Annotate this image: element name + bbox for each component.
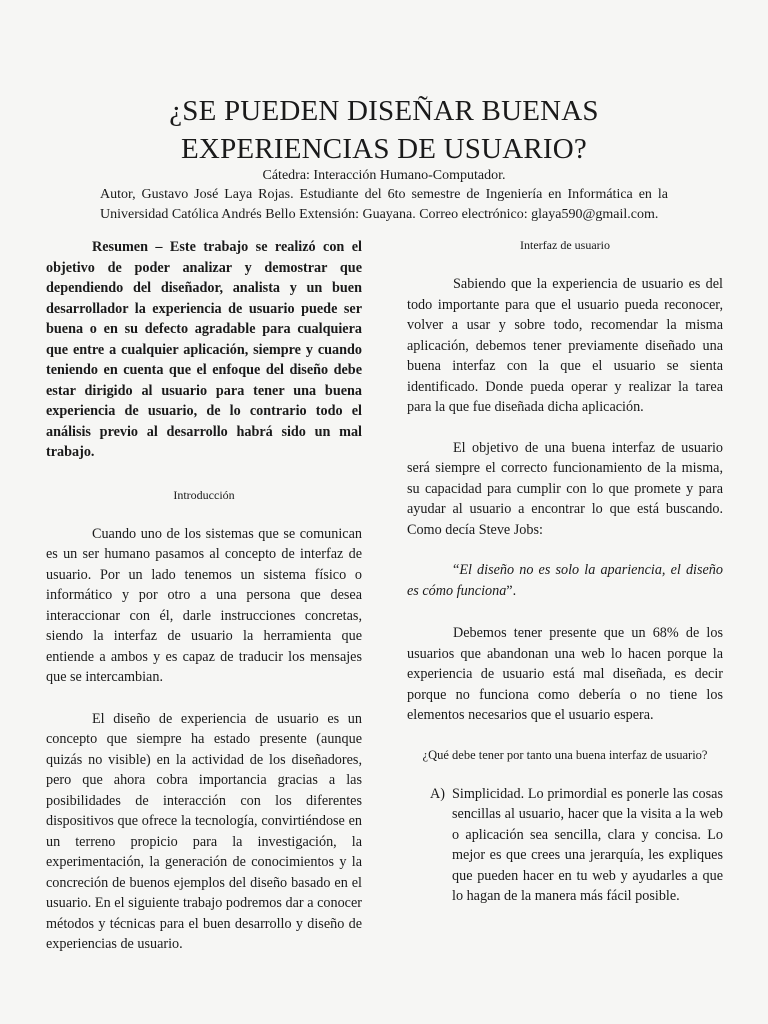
list-item-text: Simplicidad. Lo primordial es ponerle las cosas sencillas al usuario, hacer que la visita a la web o aplicación sea sencilla, clara y concisa. Lo mejor es que crees una jerarquía, les expliques que pueden hacer en tu web y ayudarles a que lo hagan de la manera más fácil posible. [452, 785, 723, 904]
paragraph-intro-2: El diseño de experiencia de usuario es un concepto que siempre ha estado presente (aunque quizás no visible) en la actividad de los diseñadores, pero que ahora cobra importancia gracias a las posibilidades de interacción con los diferentes dispositivos que ofrece la tecnología, convirtiéndose en un terreno propicio para la investigación, la experimentación, la generación de conocimientos y la concreción de buenos ejemplos del diseño basado en el usuario. En el siguiente trabajo podremos dar a conocer métodos y técnicas para el buen desarrollo y diseño de experiencias de usuario. [46, 710, 362, 952]
author-info [100, 185, 668, 225]
paragraph-interfaz-3: Debemos tener presente que un 68% de los usuarios que abandonan una web lo hacen porque la experiencia de usuario está mal diseñada, es decir porque no funciona como debería o no tiene los elementos necesarios que el usuario espera. [407, 625, 723, 723]
steve-jobs-quote [407, 560, 723, 601]
quote-close-mark: ”. [506, 582, 517, 599]
paper-title [0, 92, 768, 168]
paragraph-interfaz-2: El objetivo de una buena interfaz de usuario será siempre el correcto funcionamiento de la misma, su capacidad para cumplir con lo que promete y para ayudar al usuario a encontrar lo que está buscando. Como decía Steve Jobs: [407, 439, 723, 538]
paragraph-intro-1: Cuando uno de los sistemas que se comunican es un ser humano pasamos al concepto de interfaz de usuario. Por un lado tenemos un sistema físico o informático y por otro a una persona que desea interaccionar con él, darle instrucciones concretas, siendo la interfaz de usuario la herramienta que entiende a ambos y es capaz de traducir los mensajes que se intercambian. [46, 525, 362, 685]
quote-open-mark: “ [453, 562, 460, 578]
section-heading-introduction: Introducción [173, 487, 235, 502]
section-heading-interfaz: Interfaz de usuario [520, 238, 610, 252]
list-marker: A) [430, 785, 445, 802]
left-column [46, 237, 362, 955]
question-line: ¿Qué debe tener por tanto una buena interfaz de usuario? [422, 747, 708, 762]
title-line-2: EXPERIENCIAS DE USUARIO? [181, 133, 587, 165]
list-item-simplicidad [407, 784, 723, 907]
right-column [407, 237, 723, 907]
title-line-1: ¿SE PUEDEN DISEÑAR BUENAS [169, 95, 599, 127]
quote-text: El diseño no es solo la apariencia, el diseño es cómo funciona [407, 562, 723, 599]
author-line-1: Autor, Gustavo José Laya Rojas. Estudiante del 6to semestre de Ingeniería en Informática en la [100, 187, 668, 202]
abstract: Resumen – Este trabajo se realizó con el objetivo de poder analizar y demostrar que dependiendo del diseñador, analista y un buen desarrollador la experiencia de usuario puede ser buena o en su defecto agradable para cualquiera que entre a cualquier aplicación, siempre y cuando teniendo en cuenta que el enfoque del diseño debe estar dirigido al usuario para tener una buena experiencia de usuario, de lo contrario todo el análisis previo al desarrollo habrá sido un mal trabajo. [46, 239, 362, 460]
course-line: Cátedra: Interacción Humano-Computador. [262, 168, 506, 183]
paragraph-interfaz-1: Sabiendo que la experiencia de usuario es del todo importante para que el usuario pueda reconocer, volver a usar y sobre todo, recomendar la misma aplicación, debemos tener previamente diseñado una buena interfaz con la que el usuario se sienta identificado. Donde pueda operar y realizar la tarea para la que fue diseñada dicha aplicación. [407, 276, 723, 415]
author-line-2: Universidad Católica Andrés Bello Extensión: Guayana. Correo electrónico: glaya590@gmail.com. [100, 207, 659, 222]
